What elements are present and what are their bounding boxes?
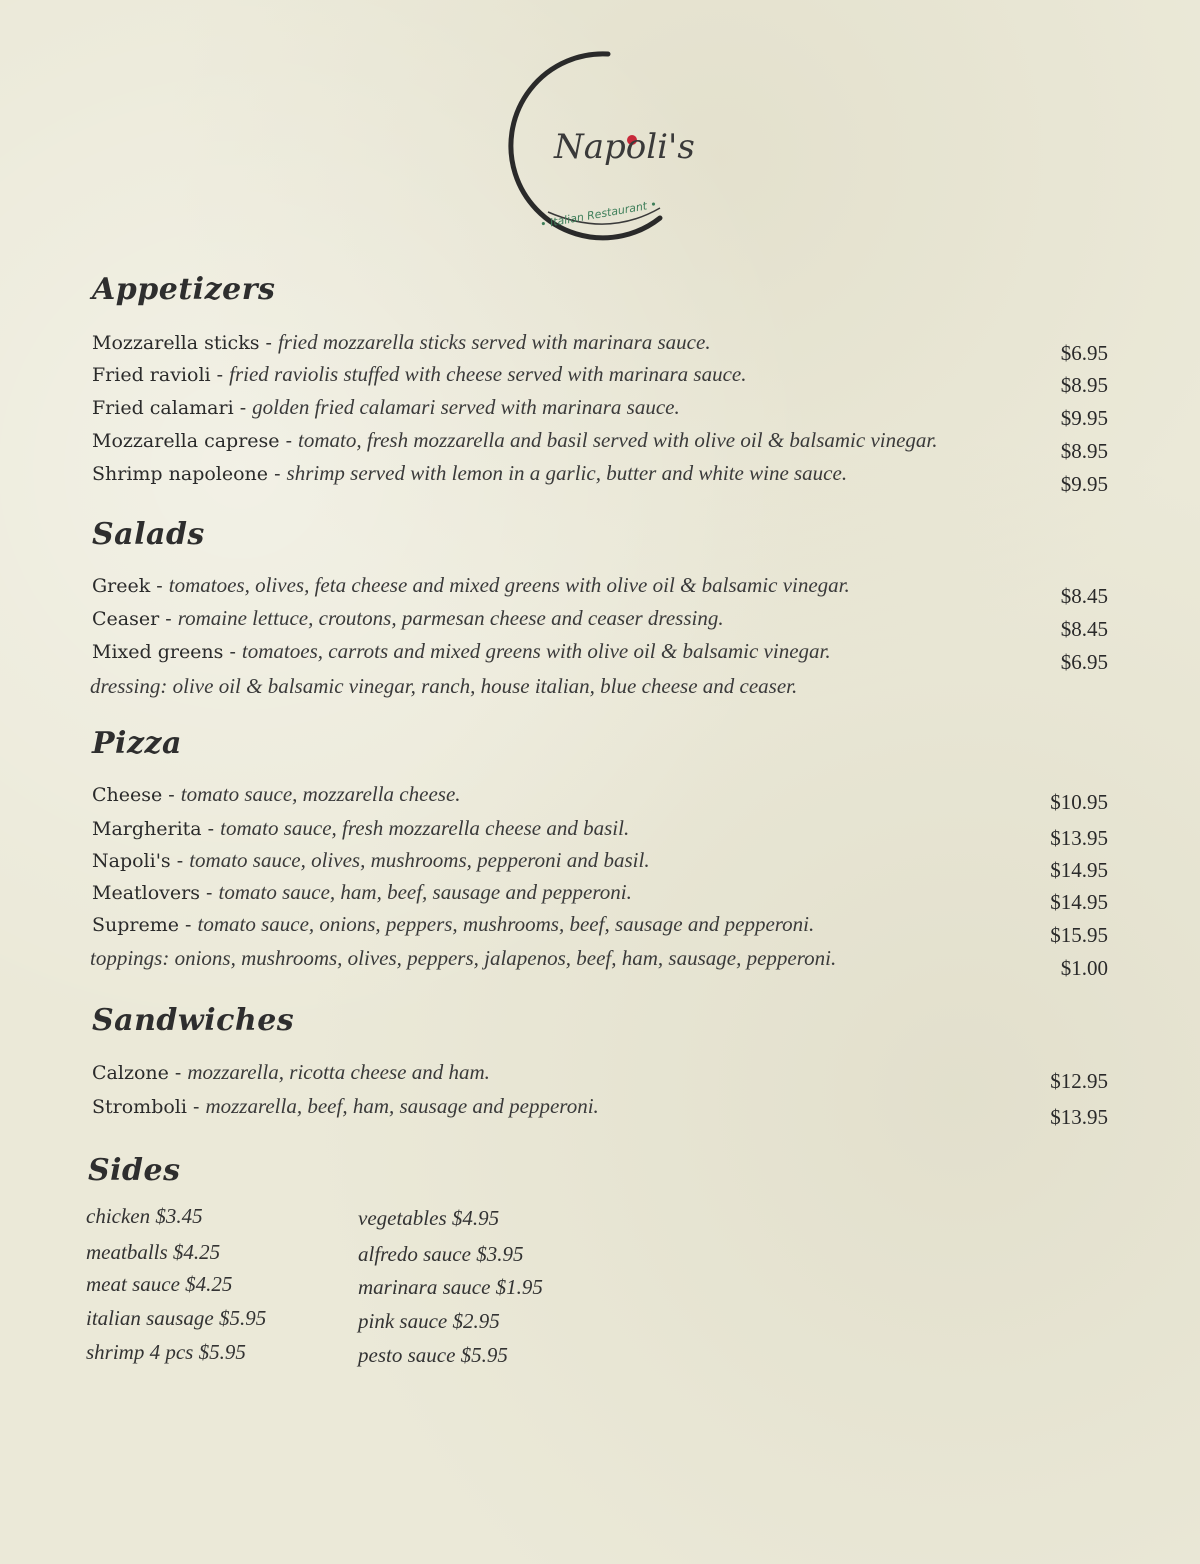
item-name: Supreme	[92, 914, 180, 936]
item-name: Napoli's	[92, 850, 171, 872]
section-title-sides: Sides	[88, 1153, 181, 1188]
item-desc: tomato sauce, olives, mushrooms, pepperoni and basil.	[189, 848, 650, 872]
side-item: alfredo sauce $3.95	[358, 1242, 524, 1266]
menu-item: Cheese - tomato sauce, mozzarella cheese.	[92, 782, 461, 806]
side-item: pink sauce $2.95	[358, 1309, 500, 1333]
item-desc: mozzarella, beef, ham, sausage and pepperoni.	[205, 1094, 599, 1118]
menu-item: Mozzarella sticks - fried mozzarella sticks served with marinara sauce.	[92, 330, 711, 354]
menu-item: Calzone - mozzarella, ricotta cheese and ham.	[92, 1060, 490, 1084]
section-title-appetizers: Appetizers	[92, 272, 276, 307]
item-desc: shrimp served with lemon in a garlic, butter and white wine sauce.	[286, 461, 848, 485]
item-price: $9.95	[1060, 472, 1108, 496]
item-price: $9.95	[1060, 406, 1108, 430]
item-price: $12.95	[1050, 1069, 1108, 1093]
item-desc: tomato sauce, ham, beef, sausage and pepperoni.	[218, 880, 632, 904]
item-desc: fried raviolis stuffed with cheese served with marinara sauce.	[229, 362, 747, 386]
side-item: chicken $3.45	[86, 1204, 203, 1228]
item-price: $14.95	[1050, 890, 1108, 914]
item-name: Stromboli	[92, 1096, 187, 1118]
side-item: marinara sauce $1.95	[358, 1275, 543, 1299]
section-title-salads: Salads	[92, 517, 205, 552]
item-price: $8.95	[1060, 373, 1108, 397]
item-price: $8.95	[1060, 439, 1108, 463]
item-desc: romaine lettuce, croutons, parmesan cheese and ceaser dressing.	[177, 606, 724, 630]
item-name: Ceaser	[92, 608, 160, 630]
menu-item: Ceaser - romaine lettuce, croutons, parmesan cheese and ceaser dressing.	[92, 606, 724, 630]
side-item: vegetables $4.95	[358, 1206, 500, 1230]
section-title-sandwiches: Sandwiches	[92, 1003, 295, 1038]
item-price: $8.45	[1060, 617, 1108, 641]
item-name: Mozzarella sticks	[92, 332, 260, 354]
menu-item: Margherita - tomato sauce, fresh mozzarella cheese and basil.	[92, 816, 630, 840]
restaurant-logo	[488, 48, 720, 244]
item-price: $8.45	[1060, 584, 1108, 608]
menu-item: Mixed greens - tomatoes, carrots and mixed greens with olive oil & balsamic vinegar.	[92, 639, 831, 663]
item-name: Fried ravioli	[92, 364, 211, 386]
item-desc: tomatoes, olives, feta cheese and mixed greens with olive oil & balsamic vinegar.	[168, 573, 850, 597]
side-item: italian sausage $5.95	[86, 1306, 267, 1330]
item-desc: mozzarella, ricotta cheese and ham.	[187, 1060, 490, 1084]
item-name: Cheese	[92, 784, 163, 806]
item-price: $10.95	[1050, 790, 1108, 814]
item-name: Greek	[92, 575, 151, 597]
item-price: $13.95	[1050, 826, 1108, 850]
item-price: $6.95	[1060, 650, 1108, 674]
item-name: Meatlovers	[92, 882, 200, 904]
item-name: Shrimp napoleone	[92, 463, 269, 485]
item-price: $13.95	[1050, 1105, 1108, 1129]
item-price: $15.95	[1050, 923, 1108, 947]
item-name: Calzone	[92, 1062, 169, 1084]
section-title-pizza: Pizza	[92, 726, 182, 761]
item-name: Fried calamari	[92, 397, 234, 419]
menu-item: Stromboli - mozzarella, beef, ham, sausage and pepperoni.	[92, 1094, 599, 1118]
menu-item: Shrimp napoleone - shrimp served with lemon in a garlic, butter and white wine sauce.	[92, 461, 848, 485]
item-desc: tomatoes, carrots and mixed greens with olive oil & balsamic vinegar.	[241, 639, 831, 663]
logo-name: Napoli's	[554, 127, 695, 167]
logo-tagline: • Italian Restaurant •	[539, 197, 658, 232]
item-name: Mozzarella caprese	[92, 430, 280, 452]
item-desc: golden fried calamari served with marinara sauce.	[252, 395, 680, 419]
toppings-note: toppings: onions, mushrooms, olives, peppers, jalapenos, beef, ham, sausage, pepperoni.	[90, 946, 837, 970]
item-price: $14.95	[1050, 858, 1108, 882]
toppings-price: $1.00	[1060, 956, 1108, 980]
item-price: $6.95	[1060, 341, 1108, 365]
item-name: Margherita	[92, 818, 202, 840]
menu-item: Meatlovers - tomato sauce, ham, beef, sausage and pepperoni.	[92, 880, 632, 904]
dressing-note: dressing: olive oil & balsamic vinegar, ranch, house italian, blue cheese and ceaser.	[90, 674, 798, 698]
menu-item: Greek - tomatoes, olives, feta cheese and mixed greens with olive oil & balsamic vinegar.	[92, 573, 850, 597]
item-desc: tomato sauce, fresh mozzarella cheese and basil.	[220, 816, 630, 840]
item-name: Mixed greens	[92, 641, 224, 663]
item-desc: fried mozzarella sticks served with marinara sauce.	[277, 330, 711, 354]
menu-item: Fried ravioli - fried raviolis stuffed with cheese served with marinara sauce.	[92, 362, 747, 386]
menu-item: Supreme - tomato sauce, onions, peppers, mushrooms, beef, sausage and pepperoni.	[92, 912, 815, 936]
menu-item: Fried calamari - golden fried calamari served with marinara sauce.	[92, 395, 680, 419]
item-desc: tomato, fresh mozzarella and basil served with olive oil & balsamic vinegar.	[298, 428, 938, 452]
menu-item: Napoli's - tomato sauce, olives, mushrooms, pepperoni and basil.	[92, 848, 650, 872]
side-item: pesto sauce $5.95	[358, 1343, 508, 1367]
menu-item: Mozzarella caprese - tomato, fresh mozzarella and basil served with olive oil & balsamic vinegar.	[92, 428, 938, 452]
side-item: shrimp 4 pcs $5.95	[86, 1340, 246, 1364]
side-item: meatballs $4.25	[86, 1240, 221, 1264]
item-desc: tomato sauce, onions, peppers, mushrooms, beef, sausage and pepperoni.	[197, 912, 815, 936]
side-item: meat sauce $4.25	[86, 1272, 233, 1296]
item-desc: tomato sauce, mozzarella cheese.	[180, 782, 461, 806]
